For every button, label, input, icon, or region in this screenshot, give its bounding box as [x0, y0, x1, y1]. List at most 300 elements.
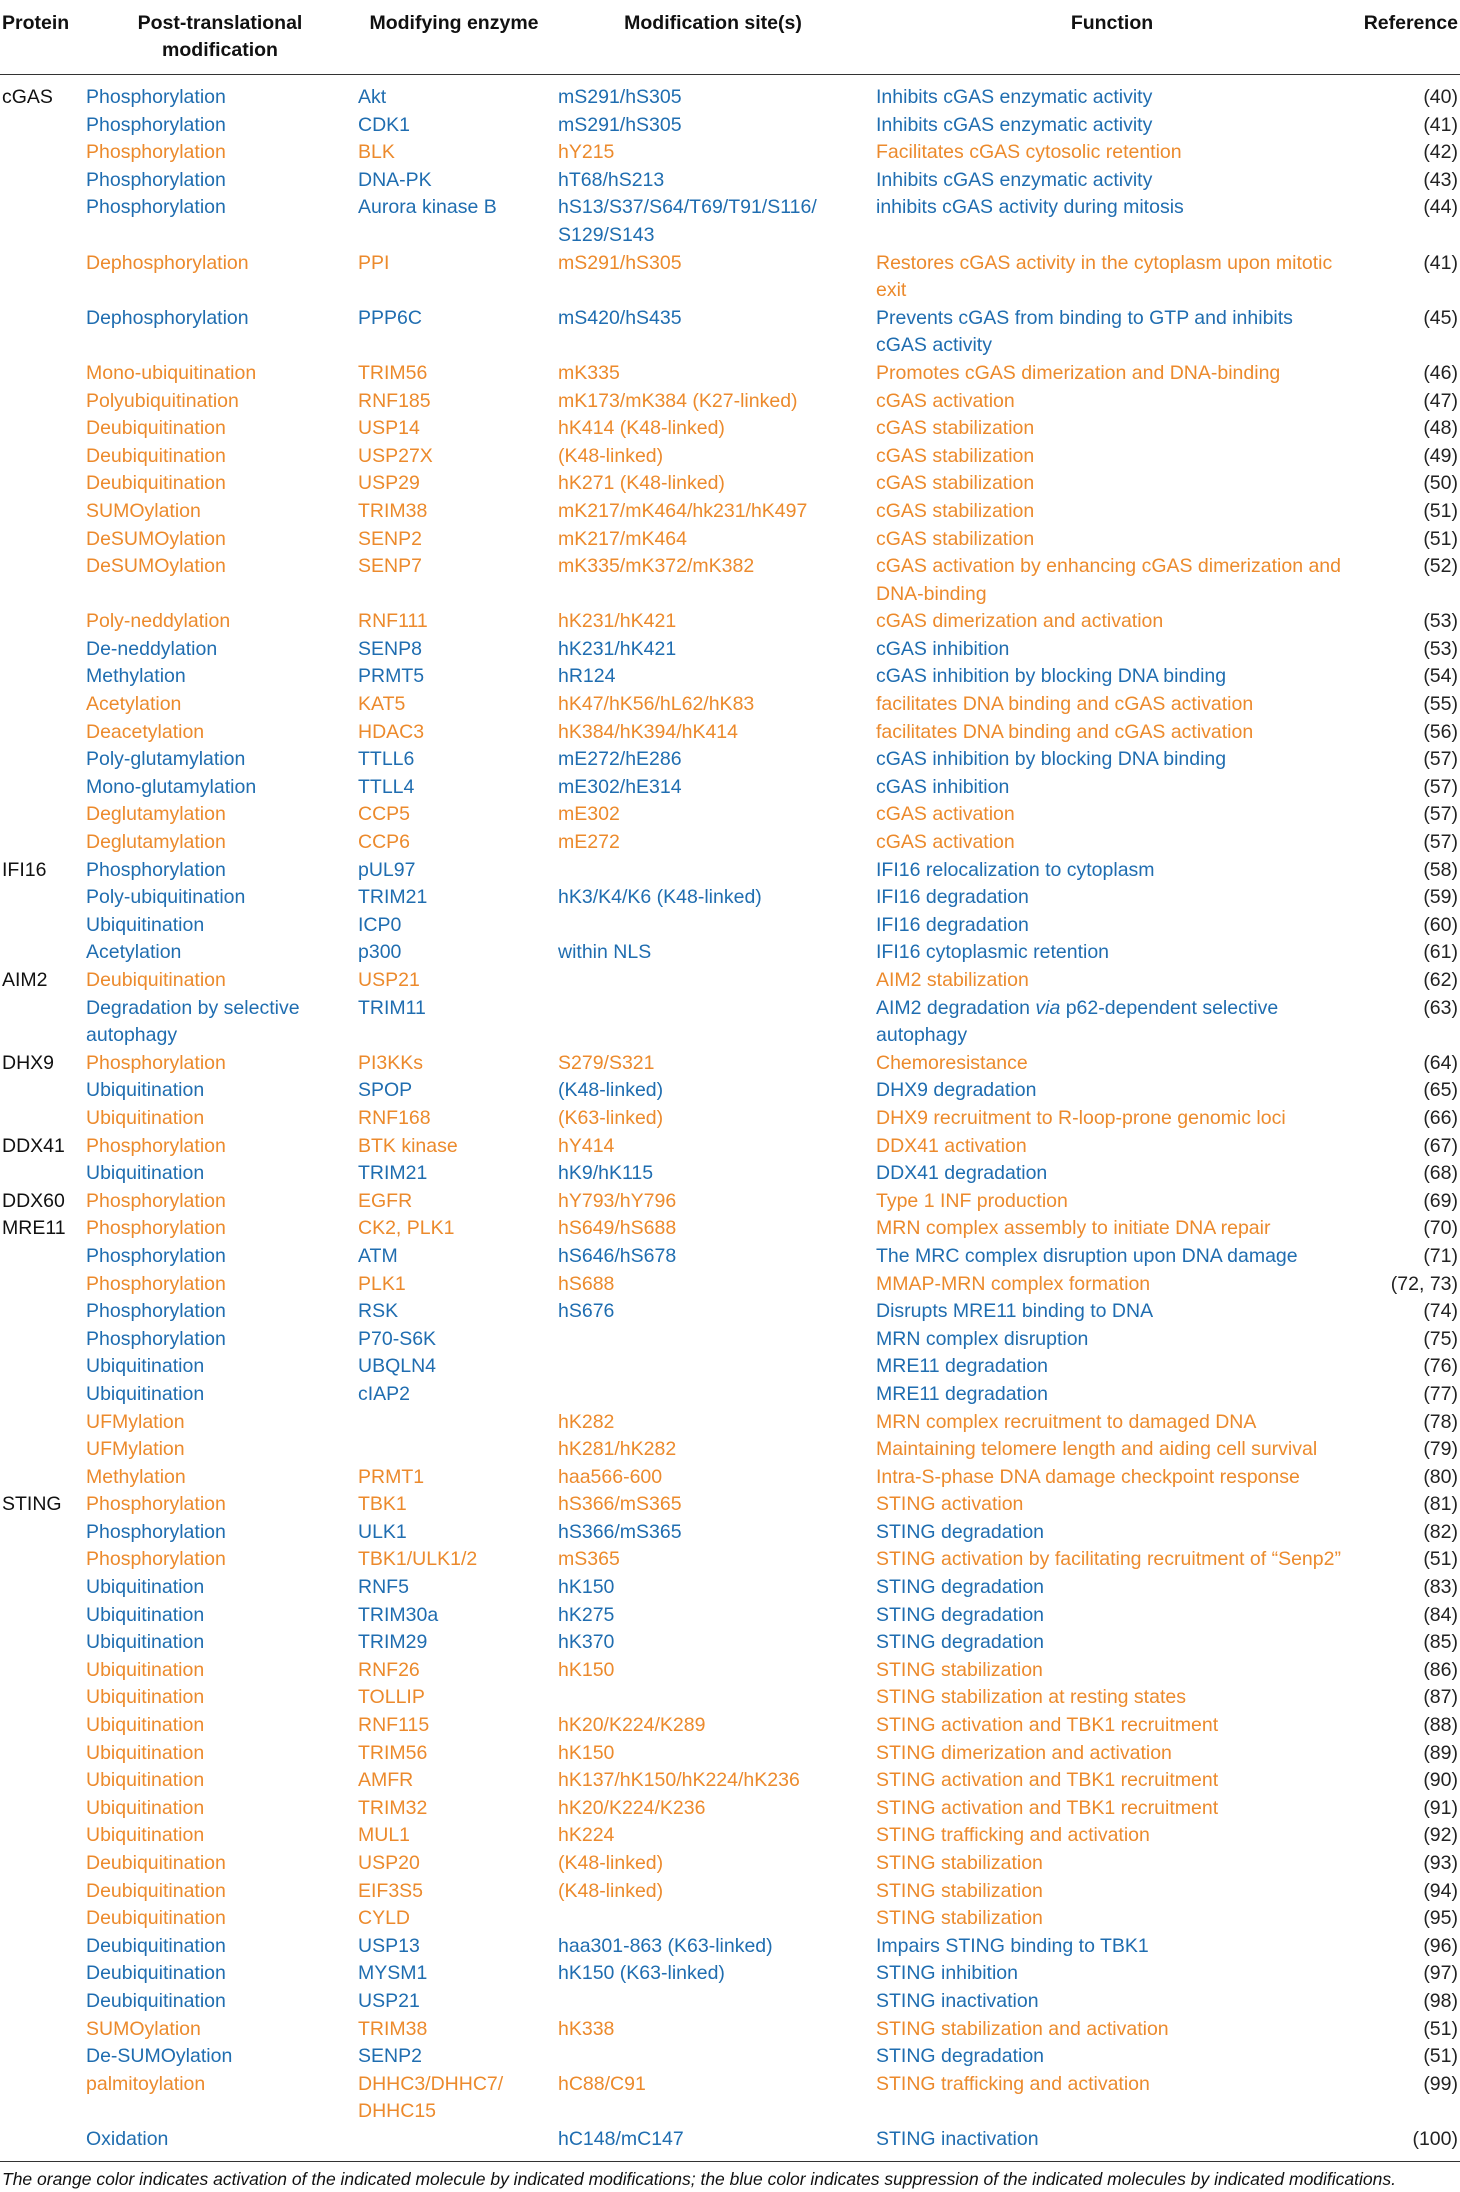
function-cell: MRN complex disruption — [876, 1327, 1089, 1350]
reference-cell: (83) — [1423, 1576, 1458, 1599]
table-row — [0, 1574, 1460, 1602]
reference-cell: (75) — [1423, 1327, 1458, 1350]
function-cell: IFI16 relocalization to cytoplasm — [876, 858, 1155, 881]
modification-cell: Ubiquitination — [86, 1079, 205, 1102]
table-row — [0, 1077, 1460, 1105]
modification-cell: Phosphorylation — [86, 1272, 226, 1295]
enzyme-cell: TRIM32 — [358, 1796, 428, 1819]
reference-cell: (65) — [1423, 1079, 1458, 1102]
site-cell: mS291/hS305 — [558, 113, 682, 136]
protein-cell — [0, 1740, 86, 1768]
protein-cell — [0, 774, 86, 802]
modification-cell: Deubiquitination — [86, 1962, 226, 1985]
enzyme-cell: TRIM11 — [358, 996, 426, 1019]
enzyme-cell: SPOP — [358, 1079, 413, 1102]
table-row — [0, 636, 1460, 664]
table-row — [0, 360, 1460, 388]
site-cell: mK335/mK372/mK382 — [558, 555, 755, 578]
reference-cell: (68) — [1423, 1162, 1458, 1185]
site-cell: hT68/hS213 — [558, 168, 665, 191]
reference-cell: (51) — [1423, 499, 1458, 522]
enzyme-cell: BTK kinase — [358, 1134, 458, 1157]
modification-cell: Phosphorylation — [86, 196, 226, 219]
reference-cell: (49) — [1423, 444, 1458, 467]
reference-cell: (76) — [1423, 1355, 1458, 1378]
enzyme-cell: USP20 — [358, 1852, 420, 1874]
table-row — [0, 305, 1460, 360]
reference-cell: (57) — [1423, 803, 1458, 826]
site-cell: hS366/mS365 — [558, 1493, 682, 1516]
protein-cell: IFI16 — [2, 858, 47, 881]
reference-cell: (51) — [1423, 2045, 1458, 2068]
enzyme-cell: RNF185 — [358, 389, 431, 412]
site-cell: mE302/hE314 — [558, 775, 682, 798]
modification-cell: Acetylation — [86, 693, 182, 716]
table-row — [0, 1519, 1460, 1547]
function-cell: cGAS inhibition by blocking DNA binding — [876, 665, 1227, 688]
function-cell: STING degradation — [876, 1603, 1045, 1626]
modification-cell: Ubiquitination — [86, 1658, 205, 1681]
function-cell: IFI16 cytoplasmic retention — [876, 941, 1110, 964]
reference-cell: (42) — [1423, 141, 1458, 164]
site-cell: hK281/hK282 — [558, 1438, 677, 1461]
enzyme-cell: TTLL4 — [358, 775, 415, 798]
table-row — [0, 746, 1460, 774]
protein-cell — [0, 1436, 86, 1464]
reference-cell: (81) — [1423, 1493, 1458, 1516]
protein-cell — [0, 1353, 86, 1381]
function-cell: STING trafficking and activation — [876, 2072, 1150, 2095]
enzyme-cell: Aurora kinase B — [358, 196, 497, 219]
enzyme-cell: TRIM38 — [358, 499, 428, 522]
table-row — [0, 526, 1460, 554]
reference-cell: (64) — [1423, 1051, 1458, 1074]
reference-cell: (48) — [1423, 417, 1458, 440]
enzyme-cell: KAT5 — [358, 693, 406, 716]
function-cell: STING degradation — [876, 1520, 1045, 1543]
function-cell: STING stabilization — [876, 1852, 1043, 1874]
table-row — [0, 2043, 1460, 2071]
enzyme-cell: RNF5 — [358, 1576, 409, 1599]
modification-cell: Poly-neddylation — [86, 610, 231, 633]
enzyme-cell: TRIM29 — [358, 1631, 428, 1654]
protein-cell — [0, 1077, 86, 1105]
modification-cell: Dephosphorylation — [86, 306, 249, 329]
protein-cell — [0, 663, 86, 691]
table-row — [0, 1105, 1460, 1133]
enzyme-cell: MYSM1 — [358, 1962, 428, 1985]
site-cell: hY793/hY796 — [558, 1189, 677, 1212]
protein-cell: STING — [2, 1493, 62, 1516]
function-cell: inhibits cGAS activity during mitosis — [876, 196, 1184, 219]
function-cell: DDX41 activation — [876, 1134, 1027, 1157]
site-cell: hS13/S37/S64/T69/T91/S116/ S129/S143 — [558, 196, 817, 246]
bottom-rule — [0, 2161, 1460, 2162]
protein-cell — [0, 801, 86, 829]
table-row — [0, 1933, 1460, 1961]
site-cell: (K63-linked) — [558, 1106, 664, 1129]
reference-cell: (57) — [1423, 775, 1458, 798]
site-cell: haa566-600 — [558, 1465, 663, 1488]
enzyme-cell: UBQLN4 — [358, 1355, 437, 1378]
enzyme-cell: TBK1/ULK1/2 — [358, 1548, 478, 1571]
reference-cell: (54) — [1423, 665, 1458, 688]
modification-cell: Oxidation — [86, 2127, 169, 2150]
table-row — [0, 829, 1460, 857]
modification-cell: Phosphorylation — [86, 1300, 226, 1323]
header-protein: Protein — [0, 0, 86, 75]
modification-cell: Deglutamylation — [86, 831, 226, 854]
enzyme-cell: RNF26 — [358, 1658, 420, 1681]
reference-cell: (98) — [1423, 1989, 1458, 2012]
reference-cell: (59) — [1423, 886, 1458, 909]
function-cell: AIM2 degradation via p62-dependent selective autophagy — [876, 996, 1279, 1047]
modification-cell: Phosphorylation — [86, 1134, 226, 1157]
site-cell: hS646/hS678 — [558, 1244, 677, 1267]
site-cell: hK224 — [558, 1824, 615, 1847]
modification-cell: UFMylation — [86, 1410, 185, 1433]
protein-cell — [0, 1243, 86, 1271]
modification-cell: Ubiquitination — [86, 1355, 205, 1378]
table-row — [0, 1657, 1460, 1685]
function-cell: The MRC complex disruption upon DNA damage — [876, 1244, 1298, 1267]
site-cell: mS291/hS305 — [558, 86, 682, 108]
modification-cell: Phosphorylation — [86, 86, 226, 108]
function-cell: STING activation and TBK1 recruitment — [876, 1714, 1219, 1737]
table-row — [0, 2071, 1460, 2126]
header-row — [0, 0, 1460, 75]
reference-cell: (91) — [1423, 1796, 1458, 1819]
modification-cell: Dephosphorylation — [86, 251, 249, 274]
modification-cell: Phosphorylation — [86, 1520, 226, 1543]
site-cell: mK173/mK384 (K27-linked) — [558, 389, 798, 412]
protein-cell — [0, 719, 86, 747]
enzyme-cell: TBK1 — [358, 1493, 407, 1516]
enzyme-cell: RSK — [358, 1300, 399, 1323]
enzyme-cell: USP27X — [358, 444, 433, 467]
modification-cell: Deubiquitination — [86, 1989, 226, 2012]
reference-cell: (55) — [1423, 693, 1458, 716]
function-cell: MRN complex recruitment to damaged DNA — [876, 1410, 1257, 1433]
modification-cell: Ubiquitination — [86, 1631, 205, 1654]
reference-cell: (88) — [1423, 1714, 1458, 1737]
function-cell: cGAS activation — [876, 803, 1015, 826]
reference-cell: (86) — [1423, 1658, 1458, 1681]
reference-cell: (90) — [1423, 1769, 1458, 1792]
reference-cell: (61) — [1423, 941, 1458, 964]
reference-cell: (51) — [1423, 1548, 1458, 1571]
site-cell: hK137/hK150/hK224/hK236 — [558, 1769, 800, 1792]
site-cell: hK231/hK421 — [558, 610, 677, 633]
table-row — [0, 1712, 1460, 1740]
modification-cell: DeSUMOylation — [86, 555, 226, 578]
table-row — [0, 194, 1460, 249]
protein-cell — [0, 1960, 86, 1988]
site-cell: hK271 (K48-linked) — [558, 472, 725, 495]
site-cell: hK370 — [558, 1631, 615, 1654]
enzyme-cell: PRMT5 — [358, 665, 425, 688]
modification-cell: Poly-ubiquitination — [86, 886, 246, 909]
modification-cell: Polyubiquitination — [86, 389, 239, 412]
table-row — [0, 691, 1460, 719]
enzyme-cell: EGFR — [358, 1189, 413, 1212]
protein-cell: AIM2 — [2, 969, 48, 991]
modification-cell: Poly-glutamylation — [86, 748, 246, 771]
function-cell: STING activation and TBK1 recruitment — [876, 1796, 1219, 1819]
site-cell — [554, 912, 872, 940]
site-cell: hK231/hK421 — [558, 637, 677, 660]
enzyme-cell: USP29 — [358, 472, 420, 495]
site-cell: hK282 — [558, 1410, 615, 1433]
enzyme-cell: PRMT1 — [358, 1465, 425, 1488]
function-cell: cGAS activation — [876, 831, 1015, 854]
function-cell: STING stabilization — [876, 1907, 1043, 1930]
modification-cell: Deubiquitination — [86, 1907, 226, 1930]
function-cell: STING activation and TBK1 recruitment — [876, 1769, 1219, 1792]
function-cell: Inhibits cGAS enzymatic activity — [876, 86, 1153, 108]
enzyme-cell: p300 — [358, 941, 402, 964]
protein-cell — [0, 112, 86, 140]
table-row — [0, 1271, 1460, 1299]
table-row — [0, 1850, 1460, 1878]
function-cell: IFI16 degradation — [876, 913, 1029, 936]
reference-cell: (94) — [1423, 1879, 1458, 1902]
protein-cell — [0, 1629, 86, 1657]
enzyme-cell: RNF115 — [358, 1714, 430, 1737]
table-row — [0, 112, 1460, 140]
protein-cell — [0, 2043, 86, 2071]
protein-cell — [0, 1905, 86, 1933]
modification-cell: Deubiquitination — [86, 1879, 226, 1902]
protein-cell — [0, 1850, 86, 1878]
table-row — [0, 1546, 1460, 1574]
table-header — [0, 0, 1460, 75]
table-row — [0, 1326, 1460, 1354]
table-row — [0, 443, 1460, 471]
enzyme-cell: SENP2 — [358, 2045, 422, 2068]
modification-cell: Ubiquitination — [86, 1382, 205, 1405]
site-cell: hK150 — [558, 1658, 615, 1681]
protein-cell — [0, 305, 86, 360]
enzyme-cell: TRIM21 — [358, 886, 428, 909]
table-row — [0, 939, 1460, 967]
site-cell — [554, 1326, 872, 1354]
site-cell: hK338 — [558, 2017, 615, 2040]
function-cell: MMAP-MRN complex formation — [876, 1272, 1151, 1295]
function-cell: cGAS stabilization — [876, 527, 1035, 550]
modification-cell: Ubiquitination — [86, 1106, 205, 1129]
modification-cell: Ubiquitination — [86, 1576, 205, 1599]
table-row — [0, 75, 1460, 112]
modification-cell: Deubiquitination — [86, 1934, 226, 1957]
reference-cell: (69) — [1423, 1189, 1458, 1212]
modification-cell: Acetylation — [86, 941, 182, 964]
reference-cell: (89) — [1423, 1741, 1458, 1764]
function-cell: Maintaining telomere length and aiding cell survival — [876, 1438, 1318, 1461]
function-cell: STING stabilization — [876, 1879, 1043, 1902]
protein-cell — [0, 1105, 86, 1133]
header-reference: Reference — [1352, 0, 1460, 75]
enzyme-cell: CDK1 — [358, 113, 411, 136]
protein-cell — [0, 1933, 86, 1961]
modification-cell: palmitoylation — [86, 2072, 206, 2095]
reference-cell: (72, 73) — [1390, 1272, 1458, 1295]
reference-cell: (84) — [1423, 1603, 1458, 1626]
table-body — [0, 75, 1460, 2154]
table-footnote: The orange color indicates activation of the indicated molecule by indicated modifications; the blue color indicates suppression of the indicated molecules by indicated modifications. — [2, 2169, 1396, 2189]
function-cell: STING dimerization and activation — [876, 1741, 1172, 1764]
enzyme-cell: TRIM56 — [358, 361, 428, 384]
reference-cell: (77) — [1423, 1382, 1458, 1405]
enzyme-cell: TRIM56 — [358, 1741, 428, 1764]
reference-cell: (87) — [1423, 1686, 1458, 1709]
enzyme-cell: ULK1 — [358, 1520, 407, 1543]
table-row — [0, 1491, 1460, 1519]
table-row — [0, 250, 1460, 305]
enzyme-cell: pUL97 — [358, 858, 416, 881]
enzyme-cell: PLK1 — [358, 1272, 406, 1295]
site-cell: hK47/hK56/hL62/hK83 — [558, 693, 755, 716]
site-cell — [554, 1353, 872, 1381]
protein-cell — [0, 1298, 86, 1326]
protein-cell — [0, 1878, 86, 1906]
reference-cell: (57) — [1423, 748, 1458, 771]
site-cell: S279/S321 — [558, 1051, 655, 1074]
table-row — [0, 1133, 1460, 1161]
reference-cell: (56) — [1423, 720, 1458, 743]
function-cell: DHX9 degradation — [876, 1079, 1037, 1102]
site-cell: haa301-863 (K63-linked) — [558, 1934, 773, 1957]
protein-cell — [0, 167, 86, 195]
table-row — [0, 912, 1460, 940]
function-cell: facilitates DNA binding and cGAS activation — [876, 693, 1254, 716]
reference-cell: (51) — [1423, 2017, 1458, 2040]
reference-cell: (70) — [1423, 1217, 1458, 1240]
modification-cell: Ubiquitination — [86, 1714, 205, 1737]
table-row — [0, 167, 1460, 195]
protein-cell — [0, 250, 86, 305]
modification-cell: Mono-glutamylation — [86, 775, 257, 798]
modification-cell: Deubiquitination — [86, 1852, 226, 1874]
reference-cell: (45) — [1423, 306, 1458, 329]
table-row — [0, 1988, 1460, 2016]
site-cell: (K48-linked) — [558, 444, 664, 467]
reference-cell: (53) — [1423, 637, 1458, 660]
table-row — [0, 1298, 1460, 1326]
table-row — [0, 967, 1460, 995]
table-row — [0, 719, 1460, 747]
modification-cell: Ubiquitination — [86, 1741, 205, 1764]
modification-cell: Deacetylation — [86, 720, 205, 743]
modification-cell: Phosphorylation — [86, 1327, 226, 1350]
table-row — [0, 1767, 1460, 1795]
table-row — [0, 553, 1460, 608]
modification-cell: Deglutamylation — [86, 803, 226, 826]
site-cell — [554, 2043, 872, 2071]
function-cell: STING activation by facilitating recruitment of “Senp2” — [876, 1548, 1341, 1571]
site-cell: hS676 — [558, 1300, 615, 1323]
enzyme-cell: P70-S6K — [358, 1327, 437, 1350]
reference-cell: (66) — [1423, 1106, 1458, 1129]
enzyme-cell: RNF168 — [358, 1106, 431, 1129]
table-row — [0, 1188, 1460, 1216]
site-cell — [554, 1684, 872, 1712]
protein-cell — [0, 1657, 86, 1685]
modification-cell: Mono-ubiquitination — [86, 361, 257, 384]
modification-cell: Phosphorylation — [86, 168, 226, 191]
protein-cell — [0, 1160, 86, 1188]
protein-cell — [0, 2016, 86, 2044]
header-site: Modification site(s) — [554, 0, 872, 75]
table-row — [0, 1795, 1460, 1823]
table-row — [0, 1684, 1460, 1712]
enzyme-cell: AMFR — [358, 1769, 414, 1792]
modification-cell: Phosphorylation — [86, 1548, 226, 1571]
enzyme-cell — [354, 1436, 554, 1464]
modification-cell: UFMylation — [86, 1438, 185, 1461]
site-cell: hK150 — [558, 1576, 615, 1599]
modification-cell: Phosphorylation — [86, 1051, 226, 1074]
protein-cell — [0, 1767, 86, 1795]
site-cell: mS365 — [558, 1548, 620, 1571]
reference-cell: (44) — [1423, 196, 1458, 219]
table-row — [0, 139, 1460, 167]
protein-cell — [0, 1519, 86, 1547]
reference-cell: (53) — [1423, 610, 1458, 633]
site-cell: (K48-linked) — [558, 1852, 664, 1874]
enzyme-cell: RNF111 — [358, 610, 428, 633]
table-row — [0, 774, 1460, 802]
modification-cell: Methylation — [86, 665, 186, 688]
site-cell: hK20/K224/K289 — [558, 1714, 706, 1737]
reference-cell: (79) — [1423, 1438, 1458, 1461]
protein-cell: MRE11 — [2, 1217, 66, 1240]
reference-cell: (58) — [1423, 858, 1458, 881]
protein-cell: DHX9 — [2, 1051, 55, 1074]
table-row — [0, 415, 1460, 443]
table-row — [0, 498, 1460, 526]
function-cell: STING inhibition — [876, 1962, 1018, 1985]
table-row — [0, 1602, 1460, 1630]
protein-cell — [0, 912, 86, 940]
enzyme-cell: HDAC3 — [358, 720, 425, 743]
protein-cell — [0, 360, 86, 388]
modification-cell: De-neddylation — [86, 637, 218, 660]
modification-cell: Ubiquitination — [86, 913, 205, 936]
modification-cell: De-SUMOylation — [86, 2045, 233, 2068]
reference-cell: (52) — [1423, 555, 1458, 578]
modification-cell: Phosphorylation — [86, 1244, 226, 1267]
modification-cell: Deubiquitination — [86, 472, 226, 495]
function-cell: MRN complex assembly to initiate DNA repair — [876, 1217, 1271, 1240]
modification-cell: DeSUMOylation — [86, 527, 226, 550]
table-row — [0, 1960, 1460, 1988]
site-cell: hK9/hK115 — [558, 1162, 654, 1185]
reference-cell: (51) — [1423, 527, 1458, 550]
protein-cell — [0, 1546, 86, 1574]
function-cell: STING stabilization — [876, 1658, 1043, 1681]
protein-cell — [0, 1822, 86, 1850]
function-cell: cGAS stabilization — [876, 472, 1035, 495]
enzyme-cell: Akt — [358, 86, 387, 108]
table-row — [0, 857, 1460, 885]
function-cell: cGAS activation — [876, 389, 1015, 412]
protein-cell — [0, 1574, 86, 1602]
enzyme-cell: DHHC3/DHHC7/ DHHC15 — [358, 2072, 504, 2123]
enzyme-cell: TOLLIP — [358, 1686, 425, 1709]
protein-cell — [0, 139, 86, 167]
function-cell: MRE11 degradation — [876, 1382, 1048, 1405]
